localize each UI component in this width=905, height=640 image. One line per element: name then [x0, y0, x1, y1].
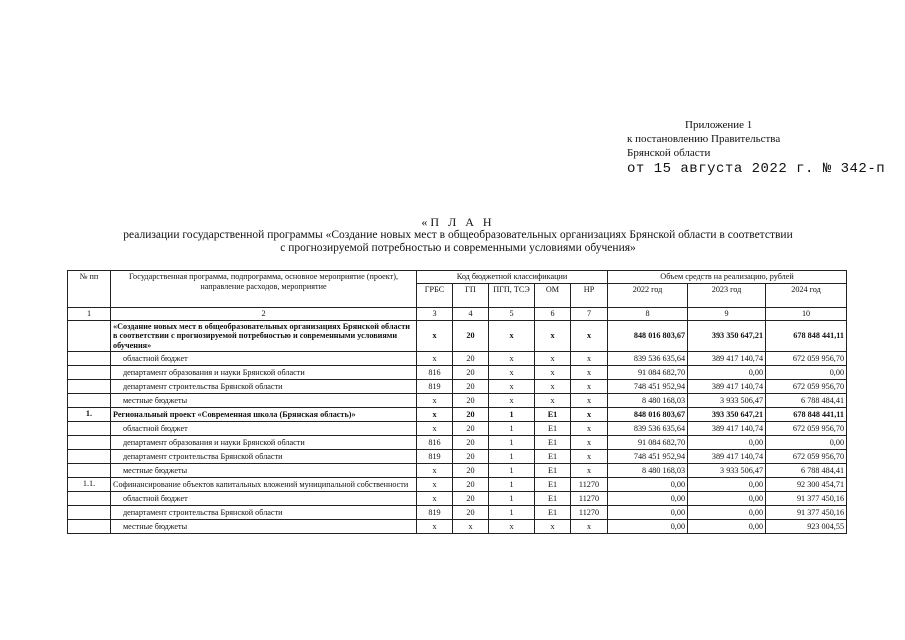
grbs-cell: х	[417, 520, 453, 534]
om-cell: х	[535, 366, 571, 380]
amount-2024-cell: 91 377 450,16	[766, 492, 847, 506]
nr-cell: 11270	[571, 492, 608, 506]
amount-2022-cell: 839 536 635,64	[608, 352, 688, 366]
table-row	[68, 366, 847, 380]
index-cell: 3	[417, 308, 453, 321]
grbs-cell: 819	[417, 380, 453, 394]
amount-2022-cell: 0,00	[608, 520, 688, 534]
ppgp-cell: х	[489, 380, 535, 394]
amount-2023-cell: 0,00	[688, 478, 766, 492]
row-number-cell	[68, 352, 111, 366]
appendix-decree-line: к постановлению Правительства	[627, 133, 781, 145]
index-cell: 9	[688, 308, 766, 321]
gp-cell: 20	[453, 492, 489, 506]
row-number-cell	[68, 464, 111, 478]
row-name-cell: департамент образования и науки Брянской области	[111, 366, 417, 380]
amount-2024-cell: 92 300 454,71	[766, 478, 847, 492]
amount-2023-cell: 0,00	[688, 436, 766, 450]
grbs-cell: х	[417, 320, 453, 352]
index-cell: 1	[68, 308, 111, 321]
amount-2022-cell: 748 451 952,94	[608, 450, 688, 464]
ppgp-cell: 1	[489, 506, 535, 520]
nr-cell: 11270	[571, 506, 608, 520]
grbs-cell: х	[417, 394, 453, 408]
grbs-cell: х	[417, 478, 453, 492]
amount-2022-cell: 848 016 803,67	[608, 408, 688, 422]
amount-2023-cell: 393 350 647,21	[688, 408, 766, 422]
gp-cell: х	[453, 520, 489, 534]
table-row	[68, 506, 847, 520]
om-cell: E1	[535, 492, 571, 506]
index-cell: 10	[766, 308, 847, 321]
table-row	[68, 380, 847, 394]
row-name-cell: местные бюджеты	[111, 520, 417, 534]
om-cell: E1	[535, 436, 571, 450]
row-name-cell: Софинансирование объектов капитальных вложений муниципальной собственности	[111, 478, 417, 492]
table-row	[68, 408, 847, 422]
grbs-cell: 816	[417, 366, 453, 380]
amount-2023-cell: 389 417 140,74	[688, 422, 766, 436]
table-row	[68, 520, 847, 534]
ppgp-cell: х	[489, 366, 535, 380]
amount-2024-cell: 672 059 956,70	[766, 450, 847, 464]
om-cell: E1	[535, 422, 571, 436]
amount-2023-cell: 389 417 140,74	[688, 380, 766, 394]
om-cell: E1	[535, 464, 571, 478]
gp-cell: 20	[453, 478, 489, 492]
gp-cell: 20	[453, 408, 489, 422]
amount-2024-cell: 672 059 956,70	[766, 352, 847, 366]
nr-cell: х	[571, 380, 608, 394]
gp-cell: 20	[453, 464, 489, 478]
ppgp-cell: 1	[489, 422, 535, 436]
amount-2024-cell: 6 788 484,41	[766, 394, 847, 408]
ppgp-cell: 1	[489, 464, 535, 478]
header-nr: НР	[571, 284, 608, 308]
nr-cell: х	[571, 320, 608, 352]
ppgp-cell: 1	[489, 478, 535, 492]
header-2024: 2024 год	[766, 284, 847, 308]
nr-cell: 11270	[571, 478, 608, 492]
amount-2023-cell: 0,00	[688, 520, 766, 534]
amount-2024-cell: 0,00	[766, 436, 847, 450]
nr-cell: х	[571, 422, 608, 436]
om-cell: х	[535, 380, 571, 394]
gp-cell: 20	[453, 394, 489, 408]
amount-2023-cell: 0,00	[688, 366, 766, 380]
amount-2022-cell: 8 480 168,03	[608, 394, 688, 408]
grbs-cell: 819	[417, 506, 453, 520]
amount-2024-cell: 923 004,55	[766, 520, 847, 534]
grbs-cell: х	[417, 464, 453, 478]
row-number-cell	[68, 450, 111, 464]
header-amount: Объем средств на реализацию, рублей	[608, 271, 847, 284]
amount-2023-cell: 0,00	[688, 492, 766, 506]
header-om: ОМ	[535, 284, 571, 308]
nr-cell: х	[571, 520, 608, 534]
table-row	[68, 436, 847, 450]
row-name-cell: департамент строительства Брянской области	[111, 380, 417, 394]
title-line-2: реализации государственной программы «Создание новых мест в общеобразовательных организациях Брянской области в соответствии	[123, 229, 793, 241]
om-cell: х	[535, 394, 571, 408]
appendix-block	[627, 118, 885, 176]
om-cell: E1	[535, 450, 571, 464]
row-name-cell: областной бюджет	[111, 422, 417, 436]
row-number-cell: 1.1.	[68, 478, 111, 492]
index-cell: 2	[111, 308, 417, 321]
om-cell: х	[535, 352, 571, 366]
ppgp-cell: х	[489, 520, 535, 534]
row-name-cell: департамент образования и науки Брянской области	[111, 436, 417, 450]
amount-2022-cell: 8 480 168,03	[608, 464, 688, 478]
table-row	[68, 352, 847, 366]
row-name-cell: местные бюджеты	[111, 464, 417, 478]
amount-2022-cell: 0,00	[608, 478, 688, 492]
table-row	[68, 450, 847, 464]
gp-cell: 20	[453, 436, 489, 450]
index-cell: 6	[535, 308, 571, 321]
row-name-cell: департамент строительства Брянской области	[111, 506, 417, 520]
om-cell: E1	[535, 506, 571, 520]
header-kbk: Код бюджетной классификации	[417, 271, 608, 284]
amount-2022-cell: 0,00	[608, 492, 688, 506]
row-name-cell: областной бюджет	[111, 492, 417, 506]
table-row	[68, 394, 847, 408]
gp-cell: 20	[453, 422, 489, 436]
index-cell: 4	[453, 308, 489, 321]
index-cell: 7	[571, 308, 608, 321]
nr-cell: х	[571, 436, 608, 450]
row-number-cell	[68, 506, 111, 520]
title-plan: «П Л А Н	[421, 215, 495, 229]
document-title	[100, 216, 816, 255]
om-cell: E1	[535, 408, 571, 422]
row-name-cell: областной бюджет	[111, 352, 417, 366]
ppgp-cell: 1	[489, 408, 535, 422]
amount-2022-cell: 0,00	[608, 506, 688, 520]
nr-cell: х	[571, 366, 608, 380]
header-grbs: ГРБС	[417, 284, 453, 308]
amount-2023-cell: 0,00	[688, 506, 766, 520]
header-ppgp: ПГП, ТСЭ	[489, 284, 535, 308]
nr-cell: х	[571, 450, 608, 464]
appendix-date-line: от 15 августа 2022 г. № 342-п	[627, 161, 886, 177]
row-number-cell	[68, 422, 111, 436]
amount-2022-cell: 91 084 682,70	[608, 436, 688, 450]
grbs-cell: 816	[417, 436, 453, 450]
row-number-cell	[68, 380, 111, 394]
amount-2023-cell: 393 350 647,21	[688, 320, 766, 352]
table-row	[68, 464, 847, 478]
amount-2022-cell: 748 451 952,94	[608, 380, 688, 394]
gp-cell: 20	[453, 320, 489, 352]
grbs-cell: х	[417, 408, 453, 422]
grbs-cell: 819	[417, 450, 453, 464]
row-name-cell: местные бюджеты	[111, 394, 417, 408]
om-cell: х	[535, 520, 571, 534]
nr-cell: х	[571, 408, 608, 422]
table-row	[68, 320, 847, 352]
table-row	[68, 422, 847, 436]
gp-cell: 20	[453, 380, 489, 394]
amount-2024-cell: 672 059 956,70	[766, 422, 847, 436]
budget-plan-table	[67, 270, 847, 534]
index-cell: 8	[608, 308, 688, 321]
ppgp-cell: 1	[489, 450, 535, 464]
nr-cell: х	[571, 464, 608, 478]
amount-2024-cell: 91 377 450,16	[766, 506, 847, 520]
table-row	[68, 478, 847, 492]
om-cell: E1	[535, 478, 571, 492]
row-number-cell	[68, 520, 111, 534]
ppgp-cell: 1	[489, 492, 535, 506]
amount-2024-cell: 6 788 484,41	[766, 464, 847, 478]
amount-2023-cell: 3 933 506,47	[688, 464, 766, 478]
row-number-cell	[68, 492, 111, 506]
column-index-row	[68, 308, 847, 321]
row-number-cell	[68, 394, 111, 408]
gp-cell: 20	[453, 366, 489, 380]
header-2022: 2022 год	[608, 284, 688, 308]
amount-2024-cell: 0,00	[766, 366, 847, 380]
row-number-cell: 1.	[68, 408, 111, 422]
table-row	[68, 492, 847, 506]
amount-2022-cell: 91 084 682,70	[608, 366, 688, 380]
row-number-cell	[68, 320, 111, 352]
header-2023: 2023 год	[688, 284, 766, 308]
appendix-region-line: Брянской области	[627, 147, 711, 159]
appendix-number: Приложение 1	[685, 119, 753, 131]
amount-2023-cell: 389 417 140,74	[688, 352, 766, 366]
header-gp: ГП	[453, 284, 489, 308]
title-line-3: с прогнозируемой потребностью и современными условиями обучения»	[280, 242, 636, 254]
grbs-cell: х	[417, 352, 453, 366]
row-name-cell: Региональный проект «Современная школа (Брянская область)»	[111, 408, 417, 422]
nr-cell: х	[571, 394, 608, 408]
row-number-cell	[68, 436, 111, 450]
nr-cell: х	[571, 352, 608, 366]
row-name-cell: департамент строительства Брянской области	[111, 450, 417, 464]
gp-cell: 20	[453, 450, 489, 464]
row-name-cell: «Создание новых мест в общеобразовательных организациях Брянской области в соответствии с прогнозируемой потребностью и современными условиями обучения»	[111, 320, 417, 352]
om-cell: х	[535, 320, 571, 352]
grbs-cell: х	[417, 492, 453, 506]
ppgp-cell: х	[489, 352, 535, 366]
amount-2022-cell: 839 536 635,64	[608, 422, 688, 436]
header-num: № пп	[68, 271, 111, 308]
grbs-cell: х	[417, 422, 453, 436]
index-cell: 5	[489, 308, 535, 321]
ppgp-cell: 1	[489, 436, 535, 450]
amount-2022-cell: 848 016 803,67	[608, 320, 688, 352]
gp-cell: 20	[453, 506, 489, 520]
amount-2024-cell: 672 059 956,70	[766, 380, 847, 394]
ppgp-cell: х	[489, 320, 535, 352]
header-name: Государственная программа, подпрограмма, основное мероприятие (проект), направление расходов, мероприятие	[111, 271, 417, 308]
amount-2024-cell: 678 848 441,11	[766, 408, 847, 422]
gp-cell: 20	[453, 352, 489, 366]
amount-2023-cell: 3 933 506,47	[688, 394, 766, 408]
amount-2023-cell: 389 417 140,74	[688, 450, 766, 464]
row-number-cell	[68, 366, 111, 380]
amount-2024-cell: 678 848 441,11	[766, 320, 847, 352]
ppgp-cell: х	[489, 394, 535, 408]
